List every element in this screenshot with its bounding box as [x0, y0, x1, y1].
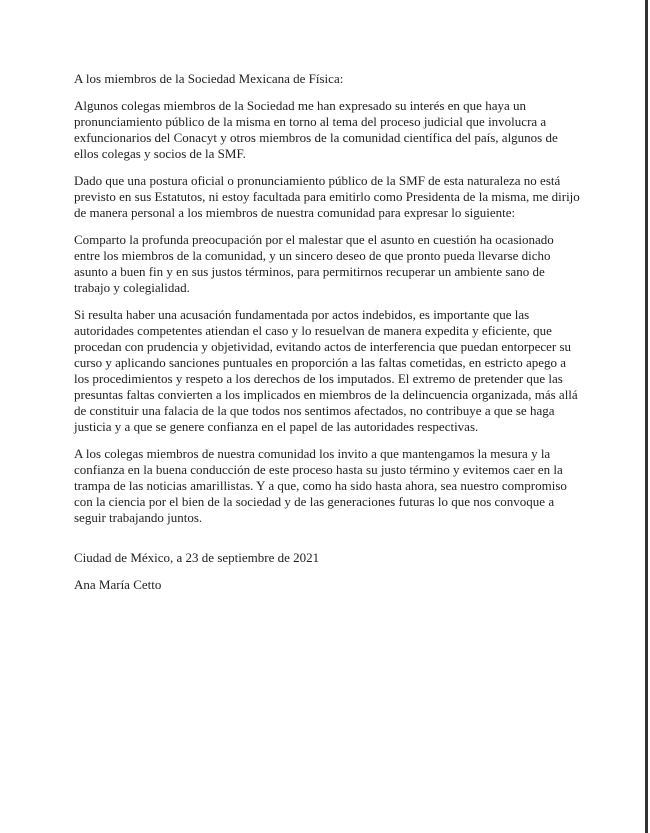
letter-paragraph-2: Dado que una postura oficial o pronunciamiento público de la SMF de esta naturaleza no está previsto en sus Estatutos, ni estoy facultada para emitirlo como Presidenta de la misma, me dirijo de manera personal a los miembros de nuestra comunidad para expresar lo siguiente:: [74, 173, 580, 220]
signature-name: Ana María Cetto: [74, 577, 162, 592]
letter-paragraph-1: Algunos colegas miembros de la Sociedad me han expresado su interés en que haya un pronunciamiento público de la misma en torno al tema del proceso judicial que involucra a exfuncionarios del Conacyt y otros miembros de la comunidad científica del país, algunos de ellos colegas y socios de la SMF.: [74, 98, 558, 161]
letter-paragraph-4: Si resulta haber una acusación fundamentada por actos indebidos, es importante que las autoridades competentes atiendan el caso y lo resuelvan de manera expedita y eficiente, que procedan con prudencia y objetividad, evitando actos de interferencia que puedan entorpecer su curso y aplicando sanciones puntuales en proporción a las faltas cometidas, en estricto apego a los procedimientos y respeto a los derechos de los imputados. El extremo de pretender que las presuntas faltas convierten a los implicados en miembros de la delincuencia organizada, más allá de constituir una falacia de la que todos nos sentimos afectados, no contribuye a que se haga justicia y a que se genere confianza en el papel de las autoridades respectivas.: [74, 307, 578, 434]
letter-paragraph-3: Comparto la profunda preocupación por el malestar que el asunto en cuestión ha ocasionado entre los miembros de la comunidad, y un sincero deseo de que pronto pueda llevarse dicho asunto a buen fin y en sus justos términos, para permitirnos recuperar un ambiente sano de trabajo y colegialidad.: [74, 232, 554, 295]
date-line: Ciudad de México, a 23 de septiembre de 2021: [74, 550, 320, 565]
salutation: A los miembros de la Sociedad Mexicana de Física:: [74, 71, 344, 86]
page-edge-line: [645, 0, 648, 833]
letter-body: [74, 71, 581, 604]
letter-paragraph-5: A los colegas miembros de nuestra comunidad los invito a que mantengamos la mesura y la confianza en la buena conducción de este proceso hasta su justo término y evitemos caer en la trampa de las noticias amarillistas. Y a que, como ha sido hasta ahora, sea nuestro compromiso con la ciencia por el bien de la sociedad y de las generaciones futuras lo que nos convoque a seguir trabajando juntos.: [74, 446, 567, 525]
